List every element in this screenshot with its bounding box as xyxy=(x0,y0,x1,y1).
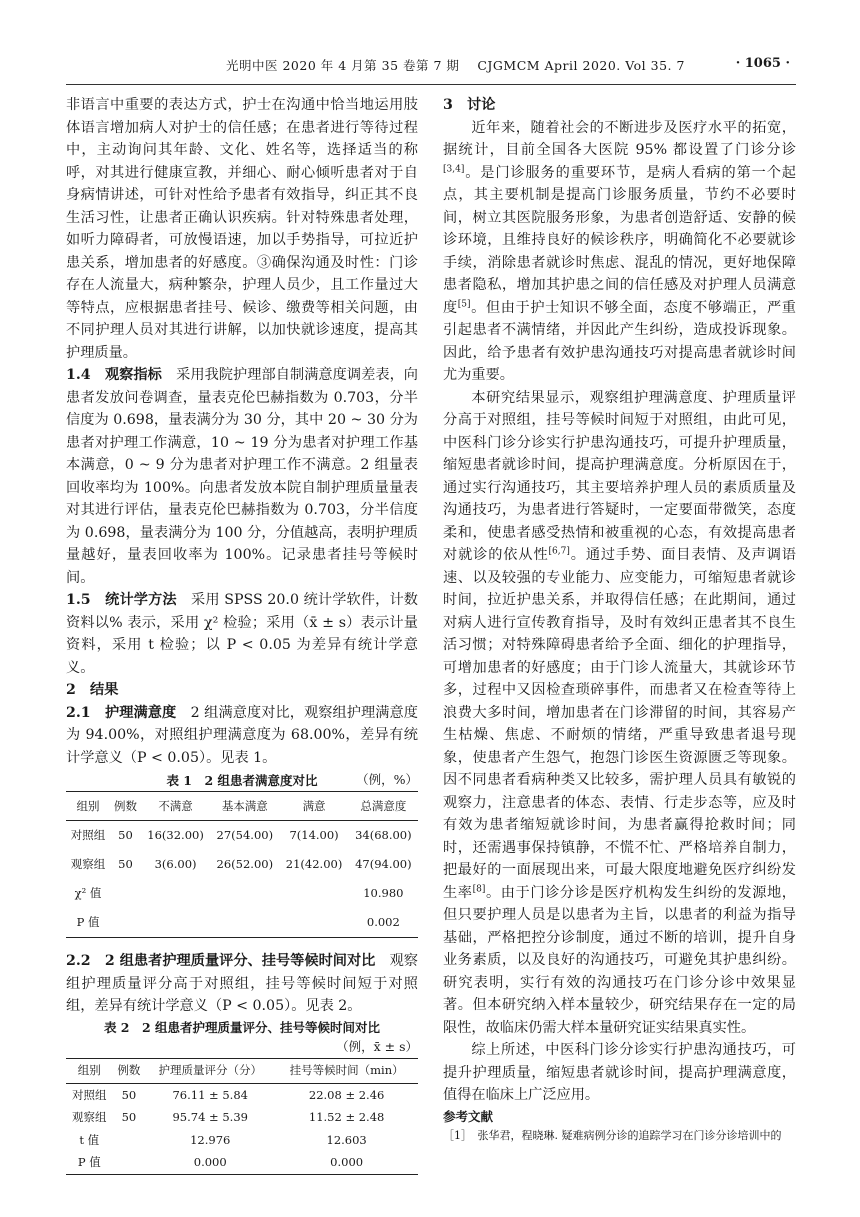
table-cell xyxy=(110,879,141,908)
running-header xyxy=(66,56,796,76)
table-cell: 12.603 xyxy=(326,1132,367,1147)
table-cell: 对照组 xyxy=(72,1087,107,1102)
section-2-1 xyxy=(66,702,418,770)
table-cell: 50 xyxy=(118,857,133,872)
table-row xyxy=(66,908,418,938)
table-row xyxy=(66,1129,418,1152)
table-header-cell: 总满意度 xyxy=(349,792,418,821)
table-1 xyxy=(66,791,418,938)
table-cell: 对照组 xyxy=(70,828,106,843)
journal-cn: 光明中医 2020 年 4 月第 35 卷第 7 期 xyxy=(226,58,460,73)
table-cell xyxy=(113,1129,146,1152)
table-header-cell: 组别 xyxy=(66,1058,113,1083)
right-column xyxy=(443,94,796,1145)
table-header-cell: 不满意 xyxy=(141,792,210,821)
table-2-caption: 表 2 2 组患者护理质量评分、挂号等候时间对比 xyxy=(103,1019,381,1035)
table-header-cell: 护理质量评分（分） xyxy=(145,1058,275,1083)
table-cell: 34(68.00) xyxy=(355,828,412,843)
left-column xyxy=(66,94,418,1175)
table-2-unit: （例，x̄ ± s） xyxy=(336,1038,418,1054)
table-header-cell: 例数 xyxy=(110,792,141,821)
journal-header xyxy=(226,56,685,74)
table-cell: 10.980 xyxy=(363,886,404,901)
table-cell: 16(32.00) xyxy=(147,828,204,843)
references-title: 参考文献 xyxy=(443,1108,494,1124)
table-row xyxy=(66,821,418,851)
table-cell xyxy=(141,908,210,938)
table-row xyxy=(66,850,418,879)
table-cell xyxy=(110,908,141,938)
table-header-cell: 满意 xyxy=(279,792,348,821)
table-cell xyxy=(141,879,210,908)
table-cell: 27(54.00) xyxy=(216,828,274,843)
table-cell: 观察组 xyxy=(70,857,106,872)
table-1-caption: 表 1 2 组患者满意度对比 xyxy=(166,773,318,788)
section-1-5 xyxy=(66,589,418,679)
table-cell xyxy=(210,908,279,938)
section-heading: 2.2 2 组患者护理质量评分、挂号等候时间对比 xyxy=(66,953,376,969)
citation: [6,7] xyxy=(548,546,570,557)
table-cell: P 值 xyxy=(77,1155,101,1169)
table-1-unit: （例，%） xyxy=(356,772,418,787)
table-2 xyxy=(66,1058,418,1175)
table-header-cell: 挂号等候时间（min） xyxy=(275,1058,418,1083)
section-text: 采用我院护理部自制满意度调差表，向患者发放问卷调查，量表克伦巴赫指数为 0.703，分半信度为 0.698，量表满分为 30 分，其中 20 ~ 30 分为患者对护理工作满意，10 ~ 19 分为患者对护理工作基本满意，0 ~ 9 分为患者对护理工作不满意。2 组量表回收率均为 100%。向患者发放本院自制护理质量量表对其进行评估，量表克伦巴赫指数为 0.703，分半信度为 0.698，量表满分为 100 分，分值越高，表明护理质量越好，量表回收率为 100%。记录患者挂号等候时间。 xyxy=(66,367,418,586)
section-2-heading: 2 结果 xyxy=(66,682,119,698)
citation: [8] xyxy=(472,883,486,894)
table-cell: 0.000 xyxy=(330,1155,364,1169)
table-cell: χ² 值 xyxy=(74,886,102,901)
table-cell: 95.74 ± 5.39 xyxy=(172,1110,248,1124)
body-paragraph: 非语言中重要的表达方式，护士在沟通中恰当地运用肢体语言增加病人对护士的信任感；在患者进行等待过程中，主动询问其年龄、文化、姓名等，选择适当的称呼，对其进行健康宣教，并细心、耐心倾听患者对于自身病情讲述，可针对性给予患者有效指导，纠正其不良生活习性，让患者正确认识疾病。针对特殊患者处理，如听力障碍者，可放慢语速，加以手势指导，可拉近护患关系，增加患者的好感度。③确保沟通及时性：门诊存在人流量大，病种繁杂，护理人员少，且工作量过大等特点，应根据患者挂号、候诊、缴费等相关问题，由不同护理人员对其进行讲解，以加快就诊速度，提高其护理质量。 xyxy=(66,97,418,361)
section-text: 采用 SPSS 20.0 统计学软件，计数资料以% 表示，采用 χ² 检验；采用（x̄ ± s）表示计量资料，采用 t 检验；以 P < 0.05 为差异有统计学意义。 xyxy=(66,592,418,676)
section-heading: 2.1 护理满意度 xyxy=(66,704,177,721)
table-cell xyxy=(279,879,348,908)
table-cell: 50 xyxy=(118,828,133,843)
reference-item: ［1］ 张华君，程晓琳. 疑难病例分诊的追踪学习在门诊分诊培训中的 xyxy=(443,1128,782,1142)
journal-en: CJGMCM April 2020. Vol 35. 7 xyxy=(477,58,685,73)
table-cell: 0.000 xyxy=(193,1155,227,1169)
section-text: 2 组满意度对比，观察组护理满意度为 94.00%，对照组护理满意度为 68.00%，差异有统计学意义（P < 0.05）。见表 1。 xyxy=(66,704,418,766)
table-cell: 11.52 ± 2.48 xyxy=(308,1110,385,1124)
table-cell: 26(52.00) xyxy=(216,857,274,872)
citation: [3,4] xyxy=(443,163,465,174)
table-cell xyxy=(279,908,348,938)
table-cell: 观察组 xyxy=(72,1110,107,1124)
header-rule xyxy=(66,84,796,85)
table-row xyxy=(66,1083,418,1106)
section-3-heading: 3 讨论 xyxy=(443,97,496,113)
table-cell: 22.08 ± 2.46 xyxy=(308,1087,385,1102)
section-heading: 1.4 观察指标 xyxy=(66,367,162,383)
table-cell: t 值 xyxy=(79,1132,100,1147)
table-cell: 12.976 xyxy=(190,1132,231,1147)
table-cell: 0.002 xyxy=(366,915,400,930)
table-cell: 3(6.00) xyxy=(154,857,197,872)
discussion-paragraph-1: 近年来，随着社会的不断进步及医疗水平的拓宽，据统计，目前全国各大医院 95% 都设置了门诊分诊[3,4]。是门诊服务的重要环节，是病人看病的第一个起点，其主要机制是提高门诊服务质量，节约不必要时间，树立其医院服务形象，为患者创造舒适、安静的候诊环境，且维持良好的候诊秩序，明确简化不必要就诊手续，消除患者就诊时焦虑、混乱的情况，更好地保障患者隐私，增加其护患之间的信任感及对护理人员满意度[5]。但由于护士知识不够全面，态度不够端正，严重引起患者不满情绪，并因此产生纠纷，造成投诉现象。因此，给予患者有效护患沟通技巧对提高患者就诊时间尤为重要。 xyxy=(443,119,796,383)
table-cell: 7(14.00) xyxy=(289,828,339,843)
page-number: · 1065 · xyxy=(735,56,790,71)
table-cell: 21(42.00) xyxy=(285,857,343,872)
table-row xyxy=(66,1106,418,1129)
discussion-paragraph-2: 本研究结果显示，观察组护理满意度、护理质量评分高于对照组，挂号等候时间短于对照组，由此可见，中医科门诊分诊实行护患沟通技巧，可提升护理质量，缩短患者就诊时间，提高护理满意度。分析原因在于，通过实行沟通技巧，其主要培养护理人员的素质质量及沟通技巧，为患者进行答疑时，一定要面带微笑，态度柔和，使患者感受热情和被重视的心态，有效提高患者对就诊的依从性[6,7]。通过手势、面目表情、及声调语速、以及较强的专业能力、应变能力，可缩短患者就诊时间，拉近护患关系，并取得信任感；在此期间，通过对病人进行宣传教育指导，及时有效纠正患者其不良生活习惯；对特殊障碍患者给予全面、细化的护理指导，可增加患者的好感度；由于门诊人流量大，其就诊环节多，过程中又因检查琐碎事件，而患者又在检查等待上浪费大多时间，增加患者在门诊滞留的时间，其容易产生枯燥、焦虑、不耐烦的情绪，严重导致患者退号现象，使患者产生怨气，抱怨门诊医生资源匮乏等现象。因不同患者看病种类又比较多，需护理人员具有敏锐的观察力，注意患者的体态、表情、行走步态等，应及时有效为患者缩短就诊时间，为患者赢得抢救时间；同时，还需遇事保持镇静，不慌不忙、严格培养自制力，把最好的一面展现出来，可最大限度地避免医疗纠纷发生率[8]。由于门诊分诊是医疗机构发生纠纷的发源地，但只要护理人员是以患者为主旨，以患者的利益为指导基础，严格把控分诊制度，通过不断的培训，提升自身业务素质，以及良好的沟通技巧，可避免其护患纠纷。研究表明，实行有效的沟通技巧在门诊分诊中效果显著。但本研究纳入样本量较少，研究结果存在一定的局限性，故临床仍需大样本量研究证实结果真实性。 xyxy=(443,389,796,1036)
table-cell: 50 xyxy=(121,1087,137,1102)
table-header-cell: 组别 xyxy=(66,792,110,821)
table-cell: 76.11 ± 5.84 xyxy=(172,1087,248,1102)
table-cell xyxy=(113,1151,146,1174)
table-cell: 50 xyxy=(121,1110,137,1124)
table-header-cell: 例数 xyxy=(113,1058,146,1083)
table-cell: 47(94.00) xyxy=(355,857,412,872)
section-2-2 xyxy=(66,950,418,1018)
table-row xyxy=(66,879,418,908)
table-cell xyxy=(210,879,279,908)
table-row xyxy=(66,1151,418,1174)
conclusion-paragraph: 综上所述，中医科门诊分诊实行护患沟通技巧，可提升护理质量，缩短患者就诊时间，提高护理满意度，值得在临床上广泛应用。 xyxy=(443,1042,796,1103)
table-header-cell: 基本满意 xyxy=(210,792,279,821)
section-1-4 xyxy=(66,364,418,589)
table-cell: P 值 xyxy=(76,915,100,930)
section-text: 观察组护理质量评分高于对照组，挂号等候时间短于对照组，差异有统计学意义（P < 0.05）。见表 2。 xyxy=(66,953,418,1014)
section-heading: 1.5 统计学方法 xyxy=(66,592,177,608)
citation: [5] xyxy=(457,298,471,309)
